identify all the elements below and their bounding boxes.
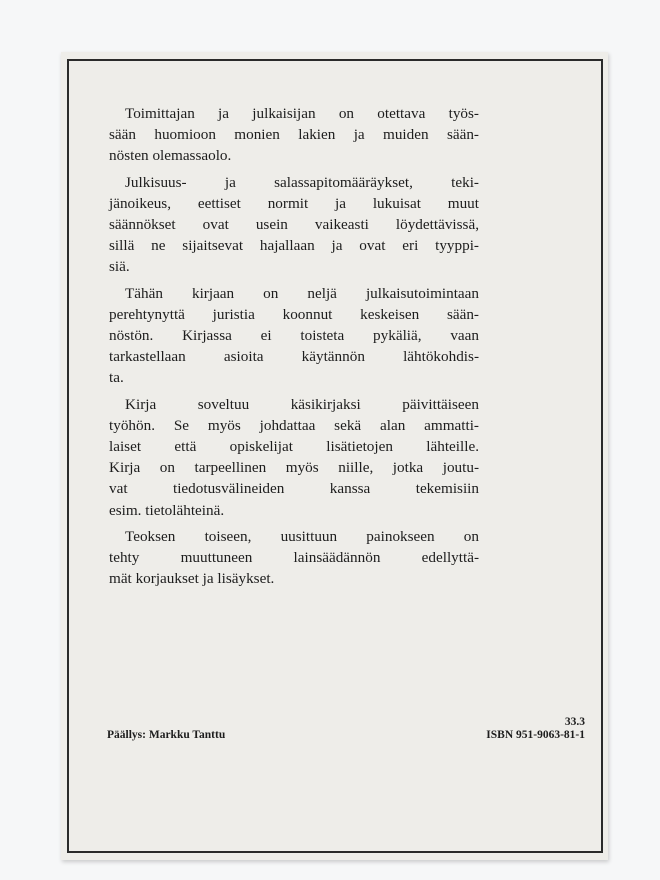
text-line: Kirja on tarpeellinen myös niille, jotka joutu- bbox=[109, 459, 479, 477]
text-line: tarkastellaan asioita käytännön lähtökohdis- bbox=[109, 348, 479, 366]
text-line: nösten olemassaolo. bbox=[109, 147, 232, 165]
publication-codes bbox=[486, 716, 585, 742]
text-line: esim. tietolähteinä. bbox=[109, 501, 225, 519]
text-line: Toimittajan ja julkaisijan on otettava työs- bbox=[125, 105, 479, 122]
text-line: Teoksen toiseen, uusittuun painokseen on bbox=[125, 527, 479, 545]
text-line: sillä ne sijaitsevat hajallaan ja ovat eri tyyppi- bbox=[109, 237, 479, 255]
text-line: vat tiedotusvälineiden kanssa tekemisiin bbox=[109, 480, 479, 498]
isbn: ISBN 951-9063-81-1 bbox=[486, 729, 585, 741]
text-line: ta. bbox=[109, 369, 124, 387]
class-number: 33.3 bbox=[564, 716, 585, 728]
text-line: laiset että opiskelijat lisätietojen lähteille. bbox=[109, 438, 479, 456]
text-line: perehtynyttä juristia koonnut keskeisen sään- bbox=[109, 305, 479, 323]
cover-credit: Päällys: Markku Tanttu bbox=[107, 729, 226, 741]
paragraph-1 bbox=[109, 103, 479, 167]
paragraph-4 bbox=[109, 394, 479, 521]
text-line: siä. bbox=[109, 258, 130, 276]
text-line: Julkisuus- ja salassapitomääräykset, teki- bbox=[125, 173, 479, 191]
text-line: työhön. Se myös johdattaa sekä alan ammatti- bbox=[109, 416, 479, 434]
text-line: sään huomioon monien lakien ja muiden sään- bbox=[109, 126, 479, 144]
text-line: säännökset ovat usein vaikeasti löydettävissä, bbox=[109, 216, 479, 234]
text-line: nöstön. Kirjassa ei toisteta pykäliä, vaan bbox=[109, 327, 479, 345]
paragraph-5 bbox=[109, 526, 479, 590]
text-line: Kirja soveltuu käsikirjaksi päivittäiseen bbox=[125, 395, 479, 413]
paragraph-2 bbox=[109, 172, 479, 278]
text-line: mät korjaukset ja lisäykset. bbox=[109, 570, 275, 588]
text-line: jänoikeus, eettiset normit ja lukuisat muut bbox=[109, 194, 479, 212]
paragraph-3 bbox=[109, 283, 479, 389]
blurb-text bbox=[109, 103, 479, 589]
text-line: Tähän kirjaan on neljä julkaisutoimintaan bbox=[125, 284, 479, 302]
text-line: tehty muuttuneen lainsäädännön edellyttä- bbox=[109, 549, 479, 567]
